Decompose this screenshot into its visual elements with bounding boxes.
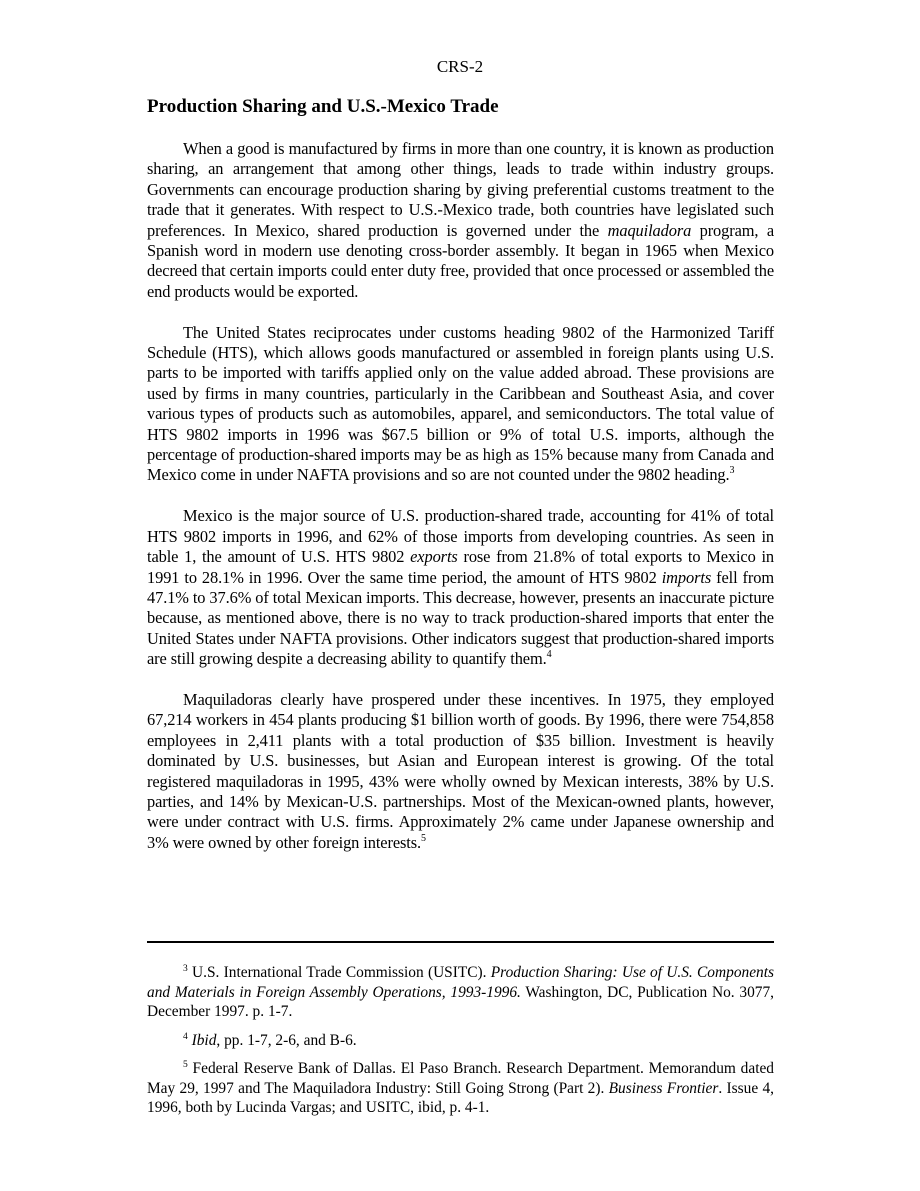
italic-term: maquiladora: [607, 220, 692, 240]
paragraph-text: The United States reciprocates under customs heading 9802 of the Harmonized Tariff Schedule (HTS), which allows goods manufactured or assembled in foreign plants using U.S. parts to be imported with tariffs applied only on the value added abroad. These provisions are used by firms in many countries, particularly in the Caribbean and Southeast Asia, and cover various types of products such as automobiles, apparel, and semiconductors. The total value of HTS 9802 imports in 1996 was $67.5 billion or 9% of total U.S. imports, although the percentage of production-shared imports may be as high as 15% because many from Canada and Mexico come in under NAFTA provisions and so are not counted under the 9802 heading.: [147, 322, 774, 485]
paragraph-hts-9802: [147, 323, 774, 486]
footnote-text: U.S. International Trade Commission (USITC).: [187, 964, 491, 981]
paragraph-text: Maquiladoras clearly have prospered under these incentives. In 1975, they employed 67,214 workers in 454 plants producing $1 billion worth of goods. By 1996, there were 754,858 employees in 2,411 plants with a total production of $35 billion. Investment is heavily dominated by U.S. businesses, but Asian and European interest is growing. Of the total registered maquiladoras in 1995, 43% were wholly owned by Mexican interests, 38% by U.S. parties, and 14% by Mexican-U.S. partnerships. Most of the Mexican-owned plants, however, were under contract with U.S. firms. Approximately 2% came under Japanese ownership and 3% were owned by other foreign interests.: [147, 689, 774, 852]
footnote-text: Federal Reserve Bank of Dallas. El Paso Branch. Research Department. Memorandum dated May 29, 1997 and The Maquiladora Industry: Still Going Strong (Part 2).: [147, 1060, 774, 1097]
footnote-text: , pp. 1-7, 2-6, and B-6.: [216, 1031, 357, 1049]
footnote-text: . Issue 4, 1996, both by Lucinda Vargas; and USITC, ibid, p. 4-1.: [147, 1079, 774, 1116]
italic-term: exports: [410, 547, 458, 567]
footnote-title: Ibid: [191, 1031, 217, 1049]
italic-term: imports: [661, 567, 712, 587]
footnote-title: Production Sharing: Use of U.S. Components and Materials in Foreign Assembly Operations, 1993-1996.: [147, 964, 774, 1001]
footnote-5: [147, 1059, 774, 1118]
footnote-number: 3: [183, 964, 188, 974]
footnote-number: 4: [183, 1031, 188, 1042]
footnote-title: Business Frontier: [608, 1079, 719, 1097]
footnote-ref: 5: [421, 832, 426, 844]
footnote-text: Washington, DC, Publication No. 3077, December 1997. p. 1-7.: [147, 983, 775, 1020]
page-number: CRS-2: [436, 57, 484, 76]
paragraph-text: rose from 21.8% of total exports to Mexico in 1991 to 28.1% in 1996. Over the same time period, the amount of HTS 9802: [147, 547, 774, 587]
paragraph-text: Mexico is the major source of U.S. production-shared trade, accounting for 41% of total HTS 9802 imports in 1996, and 62% of those imports from developing countries. As seen in table 1, the amount of U.S. HTS 9802: [147, 506, 774, 567]
section-title: Production Sharing and U.S.-Mexico Trade: [147, 96, 499, 117]
footnote-3: [147, 963, 774, 1022]
paragraph-maquiladoras: [147, 690, 774, 853]
paragraph-text: program, a Spanish word in modern use denoting cross-border assembly. It began in 1965 when Mexico decreed that certain imports could enter duty free, provided that once processed or assembled the end products would be exported.: [147, 220, 775, 301]
paragraph-production-sharing: [147, 139, 774, 302]
footnote-ref: 4: [546, 649, 552, 661]
footnote-ref: 3: [729, 465, 735, 477]
footnote-divider: [147, 941, 774, 943]
paragraph-text: fell from 47.1% to 37.6% of total Mexican imports. This decrease, however, presents an inaccurate picture because, as mentioned above, there is no way to track production-shared imports that enter the United States under NAFTA provisions. Other indicators suggest that production-shared imports are still growing despite a decreasing ability to quantify them.: [147, 567, 774, 669]
paragraph-text: When a good is manufactured by firms in more than one country, it is known as production sharing, an arrangement that among other things, leads to trade within industry groups. Governments can encourage production sharing by giving preferential customs treatment to the trade that it generates. With respect to U.S.-Mexico trade, both countries have legislated such preferences. In Mexico, shared production is governed under the: [147, 139, 774, 240]
paragraph-mexico-source: [147, 506, 774, 669]
footnotes: [147, 963, 774, 1127]
body-text: [147, 139, 774, 874]
footnote-number: 5: [183, 1060, 188, 1070]
footnote-4: [147, 1031, 774, 1051]
